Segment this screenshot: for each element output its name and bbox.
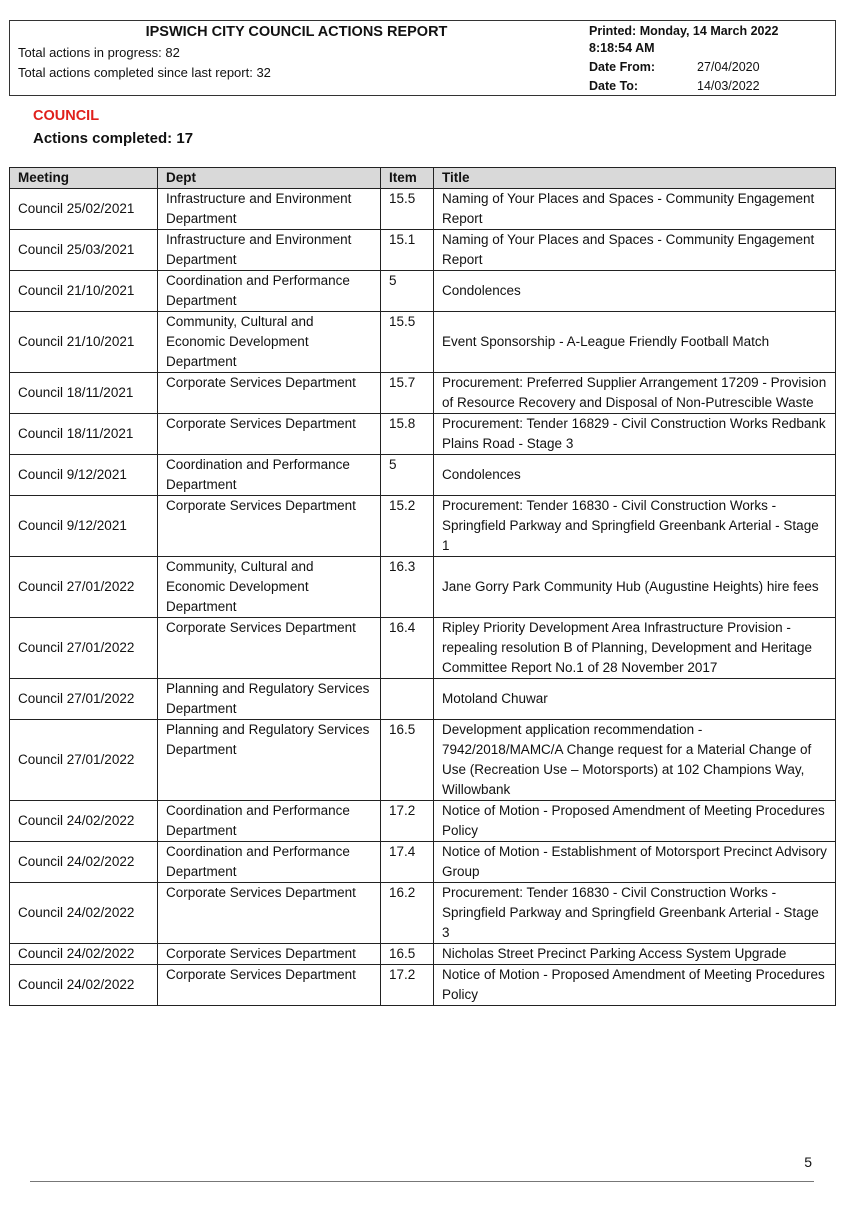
dept-cell: Coordination and Performance Department bbox=[158, 455, 381, 496]
item-cell: 16.5 bbox=[381, 720, 434, 801]
date-from-value: 27/04/2020 bbox=[697, 60, 760, 74]
dept-cell: Corporate Services Department bbox=[158, 414, 381, 455]
column-header-item: Item bbox=[381, 168, 434, 189]
table-row bbox=[10, 271, 836, 312]
table-row bbox=[10, 944, 836, 965]
meeting-cell: Council 27/01/2022 bbox=[10, 618, 158, 679]
title-cell: Procurement: Tender 16830 - Civil Construction Works - Springfield Parkway and Springfield Greenbank Arterial - Stage 3 bbox=[434, 883, 836, 944]
item-cell: 15.5 bbox=[381, 312, 434, 373]
meeting-cell: Council 24/02/2022 bbox=[10, 883, 158, 944]
column-header-dept: Dept bbox=[158, 168, 381, 189]
table-row bbox=[10, 455, 836, 496]
title-cell: Jane Gorry Park Community Hub (Augustine Heights) hire fees bbox=[434, 557, 836, 618]
item-cell: 15.7 bbox=[381, 373, 434, 414]
dept-cell: Corporate Services Department bbox=[158, 618, 381, 679]
item-cell: 15.8 bbox=[381, 414, 434, 455]
dept-cell: Corporate Services Department bbox=[158, 883, 381, 944]
item-cell: 5 bbox=[381, 455, 434, 496]
footer-divider bbox=[30, 1181, 814, 1182]
meeting-cell: Council 24/02/2022 bbox=[10, 842, 158, 883]
table-row bbox=[10, 496, 836, 557]
dept-cell: Corporate Services Department bbox=[158, 496, 381, 557]
item-cell: 16.5 bbox=[381, 944, 434, 965]
dept-cell: Planning and Regulatory Services Department bbox=[158, 679, 381, 720]
dept-cell: Community, Cultural and Economic Development Department bbox=[158, 557, 381, 618]
table-row bbox=[10, 842, 836, 883]
title-cell: Condolences bbox=[434, 455, 836, 496]
date-to-label: Date To: bbox=[589, 79, 639, 93]
title-cell: Condolences bbox=[434, 271, 836, 312]
title-cell: Ripley Priority Development Area Infrastructure Provision - repealing resolution B of Planning, Development and Heritage Committee Report No.1 of 28 November 2017 bbox=[434, 618, 836, 679]
actions-table bbox=[9, 167, 836, 1006]
meeting-cell: Council 27/01/2022 bbox=[10, 720, 158, 801]
table-row bbox=[10, 189, 836, 230]
title-cell: Notice of Motion - Establishment of Motorsport Precinct Advisory Group bbox=[434, 842, 836, 883]
meeting-cell: Council 18/11/2021 bbox=[10, 373, 158, 414]
title-cell: Naming of Your Places and Spaces - Community Engagement Report bbox=[434, 230, 836, 271]
printed-time: 8:18:54 AM bbox=[589, 41, 655, 55]
meeting-cell: Council 24/02/2022 bbox=[10, 965, 158, 1006]
actions-completed-since: Total actions completed since last report: 32 bbox=[18, 65, 271, 80]
table-row bbox=[10, 557, 836, 618]
date-to-value: 14/03/2022 bbox=[697, 79, 760, 93]
item-cell: 15.2 bbox=[381, 496, 434, 557]
table-row bbox=[10, 720, 836, 801]
header-dates bbox=[583, 21, 835, 95]
table-row bbox=[10, 883, 836, 944]
meeting-cell: Council 25/03/2021 bbox=[10, 230, 158, 271]
table-row bbox=[10, 414, 836, 455]
table-header-row bbox=[10, 168, 836, 189]
actions-completed-count: Actions completed: 17 bbox=[33, 130, 194, 147]
meeting-cell: Council 24/02/2022 bbox=[10, 944, 158, 965]
meeting-cell: Council 18/11/2021 bbox=[10, 414, 158, 455]
title-cell: Motoland Chuwar bbox=[434, 679, 836, 720]
item-cell: 16.4 bbox=[381, 618, 434, 679]
title-cell: Development application recommendation - 7942/2018/MAMC/A Change request for a Material Change of Use (Recreation Use – Motorsports) at 102 Champions Way, Willowbank bbox=[434, 720, 836, 801]
actions-in-progress: Total actions in progress: 82 bbox=[18, 45, 180, 60]
table-row bbox=[10, 679, 836, 720]
title-cell: Notice of Motion - Proposed Amendment of Meeting Procedures Policy bbox=[434, 801, 836, 842]
dept-cell: Corporate Services Department bbox=[158, 944, 381, 965]
meeting-cell: Council 27/01/2022 bbox=[10, 557, 158, 618]
meeting-cell: Council 24/02/2022 bbox=[10, 801, 158, 842]
header-summary bbox=[10, 21, 583, 95]
table-row bbox=[10, 618, 836, 679]
printed-info bbox=[589, 23, 839, 57]
column-header-title: Title bbox=[434, 168, 836, 189]
table-row bbox=[10, 801, 836, 842]
title-cell: Naming of Your Places and Spaces - Community Engagement Report bbox=[434, 189, 836, 230]
item-cell: 17.2 bbox=[381, 801, 434, 842]
meeting-cell: Council 21/10/2021 bbox=[10, 271, 158, 312]
title-cell: Procurement: Tender 16829 - Civil Construction Works Redbank Plains Road - Stage 3 bbox=[434, 414, 836, 455]
meeting-cell: Council 9/12/2021 bbox=[10, 455, 158, 496]
item-cell: 17.2 bbox=[381, 965, 434, 1006]
meeting-cell: Council 27/01/2022 bbox=[10, 679, 158, 720]
report-title: IPSWICH CITY COUNCIL ACTIONS REPORT bbox=[145, 24, 448, 40]
item-cell bbox=[381, 679, 434, 720]
table-row bbox=[10, 373, 836, 414]
title-cell: Procurement: Preferred Supplier Arrangement 17209 - Provision of Resource Recovery and Disposal of Non-Putrescible Waste bbox=[434, 373, 836, 414]
page-number: 5 bbox=[804, 1154, 812, 1170]
meeting-cell: Council 25/02/2021 bbox=[10, 189, 158, 230]
printed-date: Printed: Monday, 14 March 2022 bbox=[589, 24, 779, 38]
item-cell: 15.1 bbox=[381, 230, 434, 271]
date-from-label: Date From: bbox=[589, 60, 655, 74]
column-header-meeting: Meeting bbox=[10, 168, 158, 189]
dept-cell: Coordination and Performance Department bbox=[158, 842, 381, 883]
meeting-cell: Council 21/10/2021 bbox=[10, 312, 158, 373]
title-cell: Event Sponsorship - A-League Friendly Football Match bbox=[434, 312, 836, 373]
item-cell: 16.2 bbox=[381, 883, 434, 944]
item-cell: 16.3 bbox=[381, 557, 434, 618]
item-cell: 15.5 bbox=[381, 189, 434, 230]
dept-cell: Corporate Services Department bbox=[158, 965, 381, 1006]
table-row bbox=[10, 312, 836, 373]
dept-cell: Infrastructure and Environment Department bbox=[158, 189, 381, 230]
table-row bbox=[10, 230, 836, 271]
dept-cell: Planning and Regulatory Services Department bbox=[158, 720, 381, 801]
meeting-cell: Council 9/12/2021 bbox=[10, 496, 158, 557]
dept-cell: Coordination and Performance Department bbox=[158, 271, 381, 312]
item-cell: 5 bbox=[381, 271, 434, 312]
section-title: COUNCIL bbox=[33, 108, 100, 124]
dept-cell: Coordination and Performance Department bbox=[158, 801, 381, 842]
dept-cell: Community, Cultural and Economic Development Department bbox=[158, 312, 381, 373]
dept-cell: Infrastructure and Environment Department bbox=[158, 230, 381, 271]
dept-cell: Corporate Services Department bbox=[158, 373, 381, 414]
title-cell: Notice of Motion - Proposed Amendment of Meeting Procedures Policy bbox=[434, 965, 836, 1006]
report-header bbox=[9, 20, 836, 96]
item-cell: 17.4 bbox=[381, 842, 434, 883]
title-cell: Nicholas Street Precinct Parking Access System Upgrade bbox=[434, 944, 836, 965]
title-cell: Procurement: Tender 16830 - Civil Construction Works - Springfield Parkway and Springfield Greenbank Arterial - Stage 1 bbox=[434, 496, 836, 557]
table-row bbox=[10, 965, 836, 1006]
